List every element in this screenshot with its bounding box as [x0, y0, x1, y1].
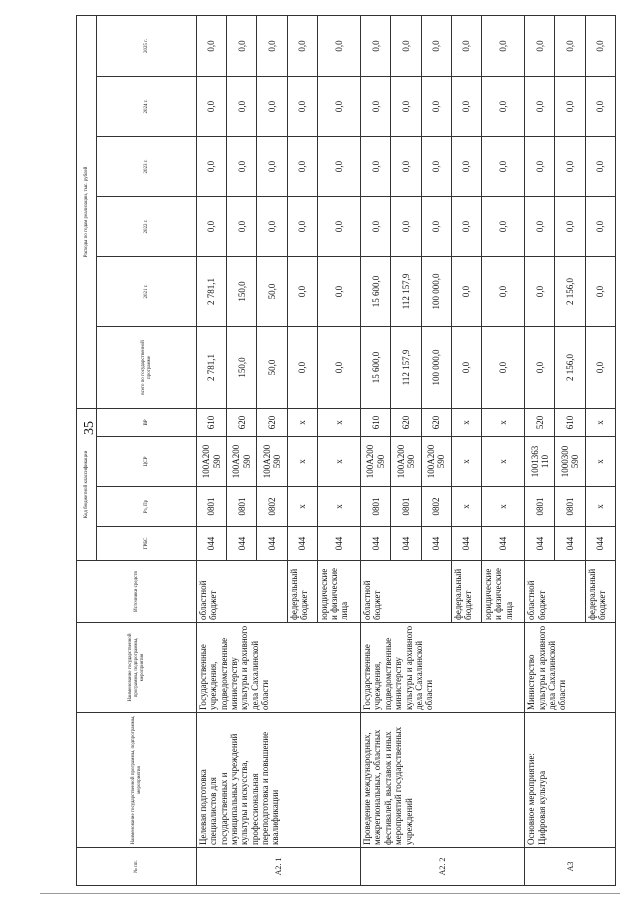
cell-y2025: 0,0 [451, 15, 481, 76]
header-rzpr: Рз, Пр [97, 487, 197, 527]
cell-csr: 1000300 590 [555, 437, 585, 487]
cell-y2023: 0,0 [287, 136, 317, 196]
funding-source: юридические и физические лица [317, 561, 360, 623]
cell-y2024: 0,0 [555, 76, 585, 136]
cell-rzpr: 0801 [361, 487, 391, 527]
cell-y2021: 2 156,0 [555, 256, 585, 326]
cell-rzpr: 0801 [555, 487, 585, 527]
cell-vr: x [481, 408, 524, 436]
cell-csr: x [481, 437, 524, 487]
cell-grbs: 044 [361, 527, 391, 561]
cell-y2024: 0,0 [197, 76, 227, 136]
cell-vr: 610 [197, 408, 227, 436]
header-2022: 2022 г. [97, 196, 197, 256]
cell-grbs: 044 [257, 527, 287, 561]
cell-y2022: 0,0 [227, 196, 257, 256]
cell-rzpr: x [451, 487, 481, 527]
cell-csr: 100А200 590 [361, 437, 391, 487]
footer-divider [40, 893, 620, 894]
cell-y2022: 0,0 [287, 196, 317, 256]
funding-source: федеральный бюджет [451, 561, 481, 623]
cell-csr: x [585, 437, 615, 487]
executor-name: Министерство культуры и архивного дела Сахалинской области [525, 623, 616, 713]
cell-total: 0,0 [287, 326, 317, 408]
cell-rzpr: 0801 [227, 487, 257, 527]
cell-grbs: 044 [481, 527, 524, 561]
cell-csr: x [287, 437, 317, 487]
cell-vr: x [317, 408, 360, 436]
cell-csr: 100А200 590 [257, 437, 287, 487]
cell-csr: 100А200 590 [391, 437, 421, 487]
cell-y2024: 0,0 [227, 76, 257, 136]
row-number: A2. 2 [361, 848, 525, 886]
cell-y2022: 0,0 [257, 196, 287, 256]
cell-grbs: 044 [585, 527, 615, 561]
header-num: № пп. [77, 848, 197, 886]
cell-y2025: 0,0 [481, 15, 524, 76]
cell-y2022: 0,0 [555, 196, 585, 256]
header-2025: 2025 г. [97, 15, 197, 76]
cell-vr: x [585, 408, 615, 436]
cell-total: 2 156,0 [555, 326, 585, 408]
header-vr: ВР [97, 408, 197, 436]
table-row [525, 15, 555, 885]
row-number: A2. 1 [197, 848, 361, 886]
cell-rzpr: x [287, 487, 317, 527]
header-2024: 2024 г. [97, 76, 197, 136]
cell-rzpr: x [585, 487, 615, 527]
header-source: Источники средств [77, 561, 197, 623]
cell-rzpr: x [481, 487, 524, 527]
cell-vr: 620 [227, 408, 257, 436]
cell-y2023: 0,0 [555, 136, 585, 196]
cell-total: 50,0 [257, 326, 287, 408]
row-number: А3 [525, 848, 616, 886]
cell-csr: 100А200 590 [197, 437, 227, 487]
cell-csr: 100А200 590 [421, 437, 451, 487]
cell-y2023: 0,0 [317, 136, 360, 196]
cell-vr: 620 [391, 408, 421, 436]
cell-y2025: 0,0 [421, 15, 451, 76]
cell-y2023: 0,0 [481, 136, 524, 196]
cell-y2022: 0,0 [585, 196, 615, 256]
header-expenses: Расходы по годам реализации, тыс. рублей [77, 15, 97, 408]
cell-y2023: 0,0 [257, 136, 287, 196]
cell-y2024: 0,0 [451, 76, 481, 136]
table-row [361, 15, 391, 885]
cell-y2021: 0,0 [317, 256, 360, 326]
header-grbs: ГРБС [97, 527, 197, 561]
cell-vr: 520 [525, 408, 555, 436]
cell-y2021: 0,0 [481, 256, 524, 326]
cell-y2022: 0,0 [361, 196, 391, 256]
cell-y2022: 0,0 [451, 196, 481, 256]
cell-y2023: 0,0 [421, 136, 451, 196]
measure-name: Целевая подготовка специалистов для государственных и муниципальных учреждений культуры и искусства, профессиональная переподготовка и повышение квалификации [197, 713, 361, 848]
cell-y2023: 0,0 [197, 136, 227, 196]
cell-y2023: 0,0 [227, 136, 257, 196]
measure-name: Проведение международных, межрегиональных, областных фестивалей, выставок и иных мероприятий государственных учреждений [361, 713, 525, 848]
cell-y2022: 0,0 [317, 196, 360, 256]
table-body [197, 15, 616, 885]
cell-total: 100 000,0 [421, 326, 451, 408]
cell-csr: 1001363 110 [525, 437, 555, 487]
header-total: всего по государственной программе [97, 326, 197, 408]
cell-y2022: 0,0 [197, 196, 227, 256]
cell-y2022: 0,0 [391, 196, 421, 256]
cell-y2024: 0,0 [481, 76, 524, 136]
cell-y2021: 0,0 [525, 256, 555, 326]
cell-vr: 610 [555, 408, 585, 436]
cell-y2021: 112 157,9 [391, 256, 421, 326]
cell-grbs: 044 [421, 527, 451, 561]
cell-y2024: 0,0 [317, 76, 360, 136]
cell-y2024: 0,0 [391, 76, 421, 136]
cell-y2025: 0,0 [525, 15, 555, 76]
cell-y2021: 15 600,0 [361, 256, 391, 326]
cell-rzpr: x [317, 487, 360, 527]
cell-y2023: 0,0 [391, 136, 421, 196]
cell-grbs: 044 [287, 527, 317, 561]
executor-name: Государственные учреждения, подведомственные министерству культуры и архивного дела Сахалинской области [197, 623, 361, 713]
funding-source: федеральный бюджет [585, 561, 615, 623]
cell-y2025: 0,0 [317, 15, 360, 76]
cell-vr: 610 [361, 408, 391, 436]
funding-source: областной бюджет [197, 561, 288, 623]
cell-y2022: 0,0 [481, 196, 524, 256]
rotated-table-container [76, 16, 616, 886]
cell-y2021: 150,0 [227, 256, 257, 326]
cell-y2025: 0,0 [197, 15, 227, 76]
header-csr: ЦСР [97, 437, 197, 487]
cell-total: 0,0 [481, 326, 524, 408]
cell-y2025: 0,0 [555, 15, 585, 76]
cell-total: 150,0 [227, 326, 257, 408]
cell-total: 15 600,0 [361, 326, 391, 408]
cell-csr: x [317, 437, 360, 487]
funding-source: областной бюджет [361, 561, 452, 623]
cell-csr: 100А200 590 [227, 437, 257, 487]
table-row [197, 15, 227, 885]
cell-y2023: 0,0 [525, 136, 555, 196]
header-name: Наименование государственной программы, подпрограммы, мероприятия [77, 713, 197, 848]
cell-rzpr: 0801 [391, 487, 421, 527]
cell-y2021: 0,0 [287, 256, 317, 326]
cell-y2021: 0,0 [451, 256, 481, 326]
cell-y2025: 0,0 [287, 15, 317, 76]
cell-y2021: 0,0 [585, 256, 615, 326]
cell-y2025: 0,0 [391, 15, 421, 76]
cell-y2023: 0,0 [361, 136, 391, 196]
cell-total: 112 157,9 [391, 326, 421, 408]
cell-rzpr: 0802 [257, 487, 287, 527]
header-2021: 2021 г. [97, 256, 197, 326]
cell-grbs: 044 [227, 527, 257, 561]
cell-y2021: 50,0 [257, 256, 287, 326]
cell-total: 0,0 [451, 326, 481, 408]
header-executor: Наименование государственной программы, подпрограммы, мероприятия [77, 623, 197, 713]
cell-y2025: 0,0 [227, 15, 257, 76]
cell-vr: 620 [257, 408, 287, 436]
cell-total: 0,0 [525, 326, 555, 408]
cell-y2023: 0,0 [585, 136, 615, 196]
cell-y2021: 2 781,1 [197, 256, 227, 326]
cell-y2021: 100 000,0 [421, 256, 451, 326]
page-number: 35 [82, 421, 97, 435]
cell-total: 0,0 [317, 326, 360, 408]
funding-source: юридические и физические лица [481, 561, 524, 623]
cell-y2024: 0,0 [361, 76, 391, 136]
cell-y2024: 0,0 [421, 76, 451, 136]
cell-grbs: 044 [451, 527, 481, 561]
cell-vr: 620 [421, 408, 451, 436]
cell-y2022: 0,0 [525, 196, 555, 256]
header-2023: 2023 г. [97, 136, 197, 196]
budget-table [76, 15, 616, 886]
funding-source: областной бюджет [525, 561, 585, 623]
cell-y2025: 0,0 [585, 15, 615, 76]
cell-rzpr: 0801 [197, 487, 227, 527]
cell-total: 0,0 [585, 326, 615, 408]
cell-csr: x [451, 437, 481, 487]
cell-y2025: 0,0 [361, 15, 391, 76]
cell-y2024: 0,0 [525, 76, 555, 136]
cell-y2024: 0,0 [257, 76, 287, 136]
cell-rzpr: 0801 [525, 487, 555, 527]
cell-grbs: 044 [197, 527, 227, 561]
measure-name: Основное мероприятие: Цифровая культура [525, 713, 616, 848]
cell-y2023: 0,0 [451, 136, 481, 196]
cell-grbs: 044 [555, 527, 585, 561]
cell-total: 2 781,1 [197, 326, 227, 408]
cell-grbs: 044 [525, 527, 555, 561]
cell-vr: x [287, 408, 317, 436]
executor-name: Государственные учреждения, подведомственные министерству культуры и архивного дела Сахалинской области [361, 623, 525, 713]
cell-y2025: 0,0 [257, 15, 287, 76]
cell-grbs: 044 [391, 527, 421, 561]
cell-y2024: 0,0 [585, 76, 615, 136]
cell-grbs: 044 [317, 527, 360, 561]
cell-y2024: 0,0 [287, 76, 317, 136]
cell-vr: x [451, 408, 481, 436]
cell-y2022: 0,0 [421, 196, 451, 256]
cell-rzpr: 0802 [421, 487, 451, 527]
funding-source: федеральный бюджет [287, 561, 317, 623]
header-budget-code: Код бюджетной классификации [77, 408, 97, 560]
